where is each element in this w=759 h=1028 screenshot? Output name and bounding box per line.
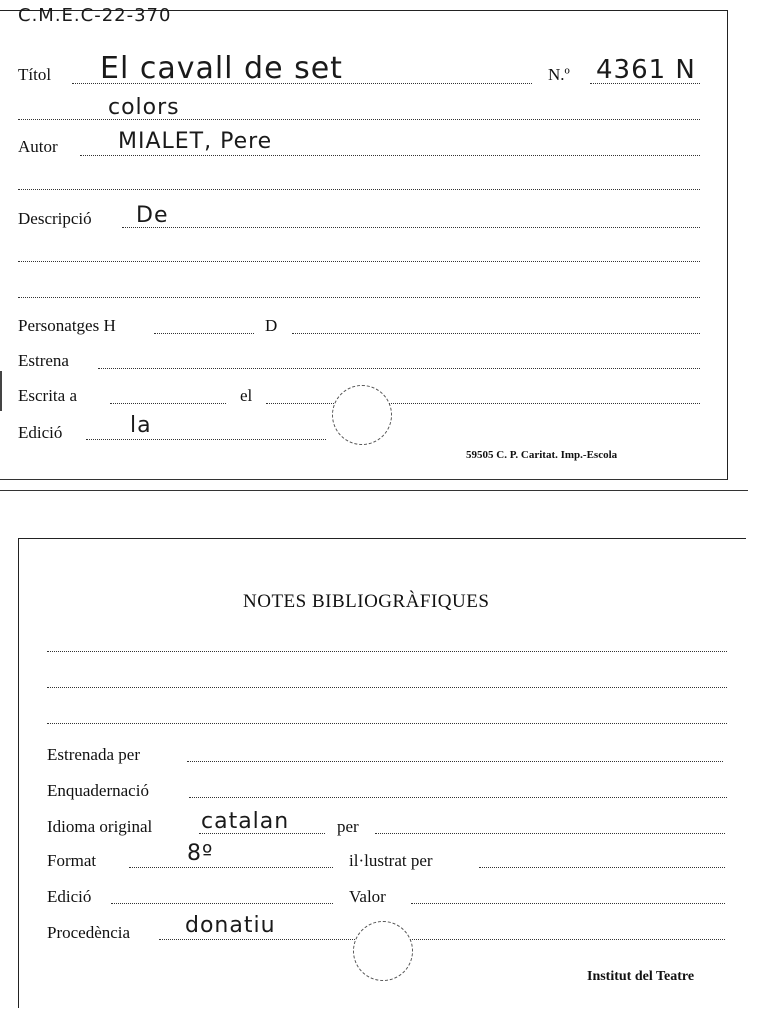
format-line [129, 867, 333, 868]
numero-value: 4361 N [596, 55, 696, 85]
procedencia-label: Procedència [47, 923, 131, 942]
numero-label: N.º [548, 65, 570, 84]
el-line [266, 403, 700, 404]
notes-heading: NOTES BIBLIOGRÀFIQUES [243, 591, 490, 612]
autor-label: Autor [18, 137, 58, 156]
titol-value: El cavall de set [100, 51, 343, 86]
notes-line-1 [47, 651, 727, 652]
separator-line [0, 490, 748, 491]
estrenada-line [187, 761, 723, 762]
idioma-value: catalan [201, 809, 290, 834]
procedencia-value: donatiu [185, 913, 276, 938]
catalog-card-front [0, 5, 728, 480]
estrena-line [98, 368, 700, 369]
el-label: el [240, 386, 253, 405]
personatges-label: Personatges H [18, 316, 116, 335]
escrita-label: Escrita a [18, 386, 77, 405]
idioma-label: Idioma original [47, 817, 153, 836]
edicio-back-line [111, 903, 333, 904]
enquadernacio-line [189, 797, 727, 798]
descripcio-line [122, 227, 700, 228]
escrita-line [110, 403, 226, 404]
catalog-card-back [18, 538, 746, 1008]
enquadernacio-label: Enquadernació [47, 781, 149, 800]
autor-line [80, 155, 700, 156]
format-label: Format [47, 851, 97, 870]
procedencia-line [159, 939, 725, 940]
descripcio-value: De [136, 203, 169, 228]
descripcio-label: Descripció [18, 209, 92, 228]
printer-note: 59505 C. P. Caritat. Imp.-Escola [466, 449, 618, 461]
per-label: per [337, 817, 359, 836]
per-line [375, 833, 725, 834]
illustrat-label: il·lustrat per [349, 851, 433, 870]
notes-line-3 [47, 723, 727, 724]
institution-name: Institut del Teatre [587, 969, 695, 984]
autor-line-2 [18, 189, 700, 190]
notes-line-2 [47, 687, 727, 688]
personatges-d-label: D [265, 316, 278, 335]
edicio-back-label: Edició [47, 887, 92, 906]
personatges-h-line [154, 333, 254, 334]
autor-value: MIALET, Pere [118, 129, 273, 154]
format-value: 8º [187, 841, 214, 866]
stamp-circle-back [353, 921, 413, 981]
titol-label: Títol [18, 65, 52, 84]
personatges-d-line [292, 333, 700, 334]
catalog-code: C.M.E.C-22-370 [18, 5, 172, 26]
estrenada-label: Estrenada per [47, 745, 140, 764]
stamp-circle [332, 385, 392, 445]
descripcio-line-2 [18, 261, 700, 262]
edicio-value: la [130, 413, 152, 438]
valor-label: Valor [349, 887, 386, 906]
edicio-line [86, 439, 326, 440]
descripcio-line-3 [18, 297, 700, 298]
valor-line [411, 903, 725, 904]
estrena-label: Estrena [18, 351, 69, 370]
illustrat-line [479, 867, 725, 868]
titol-value-line2: colors [108, 95, 180, 120]
edicio-label: Edició [18, 423, 63, 442]
